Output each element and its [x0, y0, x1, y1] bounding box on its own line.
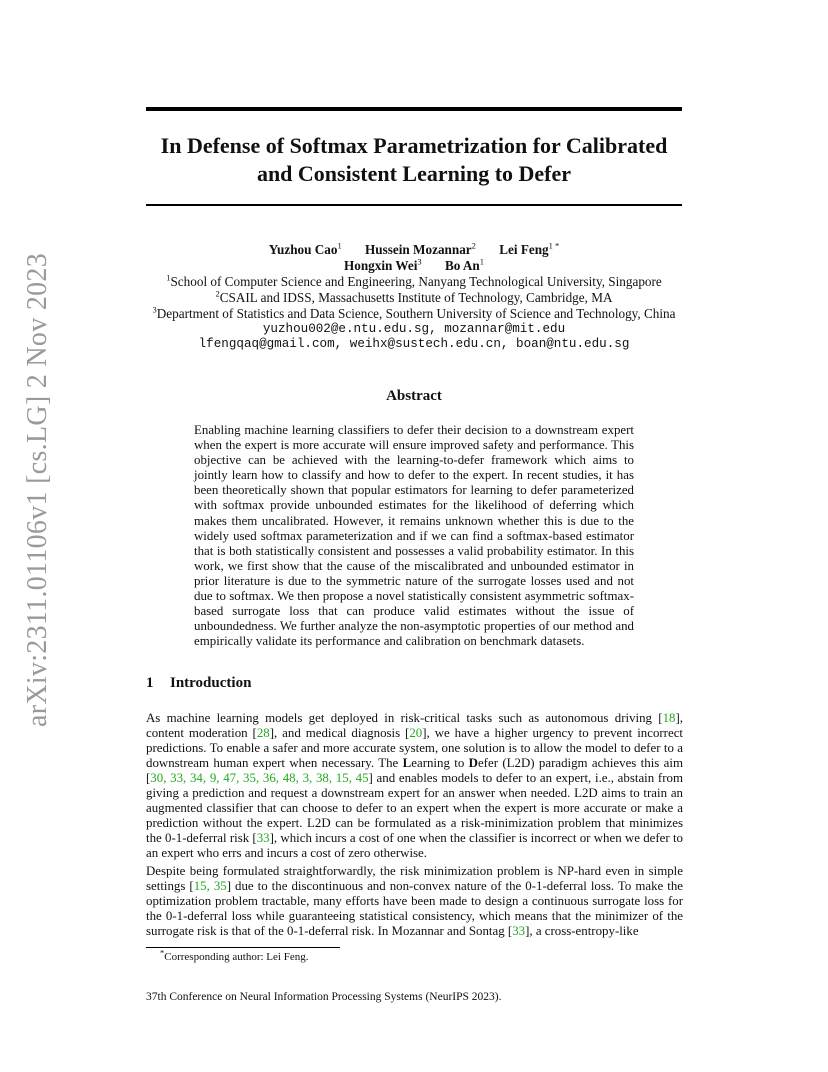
citation-link[interactable]: 18	[662, 711, 676, 725]
arxiv-identifier-stamp: arXiv:2311.01106v1 [cs.LG] 2 Nov 2023	[22, 252, 53, 728]
author-name: Yuzhou Cao$^1$	[268, 240, 342, 257]
footnote: *Corresponding author: Lei Feng.	[160, 947, 309, 963]
title-bottom-rule	[146, 204, 682, 206]
author-emails-line-2: lfengqaq@gmail.com, weihx@sustech.edu.cn, boan@ntu.edu.sg	[198, 337, 630, 351]
paper-title	[146, 132, 682, 188]
title-line-1: In Defense of Softmax Parametrization for Calibrated	[160, 133, 668, 158]
author-name: Lei Feng$^{1 *}$	[499, 240, 560, 257]
author-name: Hongxin Wei$^3$	[343, 256, 422, 273]
citation-link[interactable]: 20	[409, 726, 423, 741]
citation-link[interactable]: 33	[512, 924, 526, 939]
conference-footer: 37th Conference on Neural Information Processing Systems (NeurIPS 2023).	[146, 991, 502, 1003]
footnote-divider	[146, 947, 340, 948]
title-top-rule	[146, 107, 682, 111]
affiliation-3: $^3$Department of Statistics and Data Science, Southern University of Science and Technology, China	[152, 304, 676, 321]
intro-paragraph-2: Despite being formulated straightforwardly, the risk minimization problem is NP-hard even in simple settings [15, 35] due to the discontinuous and non-convex nature of the 0-1-deferral loss. To make the optimization problem tractable, many efforts have been made to design a continuous surrogate loss for the 0-1-deferral loss while guaranteeing statistical consistency, which means that the minimizer of the surrogate risk is that of the 0-1-deferral risk. In Mozannar and Sontag [33], a cross-entropy-like	[146, 864, 684, 939]
affiliation-2: $^2$CSAIL and IDSS, Massachusetts Institute of Technology, Cambridge, MA	[215, 288, 613, 305]
author-name: Bo An$^1$	[444, 256, 485, 273]
affiliation-1: $^1$School of Computer Science and Engineering, Nanyang Technological University, Singapore	[166, 272, 662, 289]
citation-link[interactable]: 33	[256, 831, 270, 846]
authors-line-1	[100, 242, 728, 258]
citation-link[interactable]: 30, 33, 34, 9, 47, 35, 36, 48, 3, 38, 15, 45	[150, 771, 369, 786]
title-line-2: and Consistent Learning to Defer	[256, 161, 572, 186]
intro-paragraph-1: As machine learning models get deployed in risk-critical tasks such as autonomous driving [18], content moderation [28], and medical diagnosis [20], we have a higher urgency to prevent incorrect predictions. To enable a safer and more accurate system, one solution is to allow the model to defer to a downstream human expert when necessary. The Learning to Defer (L2D) paradigm achieves this aim [30, 33, 34, 9, 47, 35, 36, 48, 3, 38, 15, 45] and enables models to defer to an expert, i.e., abstain from giving a prediction and request a downstream expert for an answer when needed. L2D aims to train an augmented classifier that can choose to defer to an expert when the expert is more accurate or make a prediction without the expert. L2D can be formulated as a risk-minimization problem that minimizes the 0-1-deferral risk [33], which incurs a cost of one when the classifier is incorrect or when we defer to an expert who errs and incurs a cost of zero otherwise.	[146, 711, 684, 861]
author-emails-line-1: yuzhou002@e.ntu.edu.sg, mozannar@mit.edu	[262, 322, 566, 336]
authors-line-2	[100, 258, 728, 274]
abstract-text: Enabling machine learning classifiers to defer their decision to a downstream expert when the expert is more accurate will ensure improved safety and performance. This objective can be achieved with the learning-to-defer framework which aims to jointly learn how to classify and how to defer to the expert. In recent studies, it has been theoretically shown that popular estimators for learning to defer parameterized with softmax provide unbounded estimates for the likelihood of deferring which makes them uncalibrated. However, it remains unknown whether this is due to the widely used softmax parameterization and if we can find a softmax-based estimator that is both statistically consistent and possesses a valid probability estimator. In this work, we first show that the cause of the miscalibrated and unbounded estimator in prior literature is due to the symmetric nature of the surrogate losses used and not due to softmax. We then propose a novel statistically consistent asymmetric softmax-based surrogate loss that can produce valid estimates without the issue of unboundedness. We further analyze the non-asymptotic properties of our method and empirically validate its performance and calibration on benchmark datasets.	[194, 423, 634, 649]
section-heading-introduction	[146, 675, 251, 692]
citation-link[interactable]: 15, 35	[193, 879, 227, 894]
section-title: Introduction	[170, 675, 252, 691]
author-name: Hussein Mozannar$^2$	[365, 240, 476, 257]
abstract-heading: Abstract	[386, 388, 442, 404]
section-number: 1	[146, 675, 154, 691]
citation-link[interactable]: 28	[256, 726, 270, 741]
